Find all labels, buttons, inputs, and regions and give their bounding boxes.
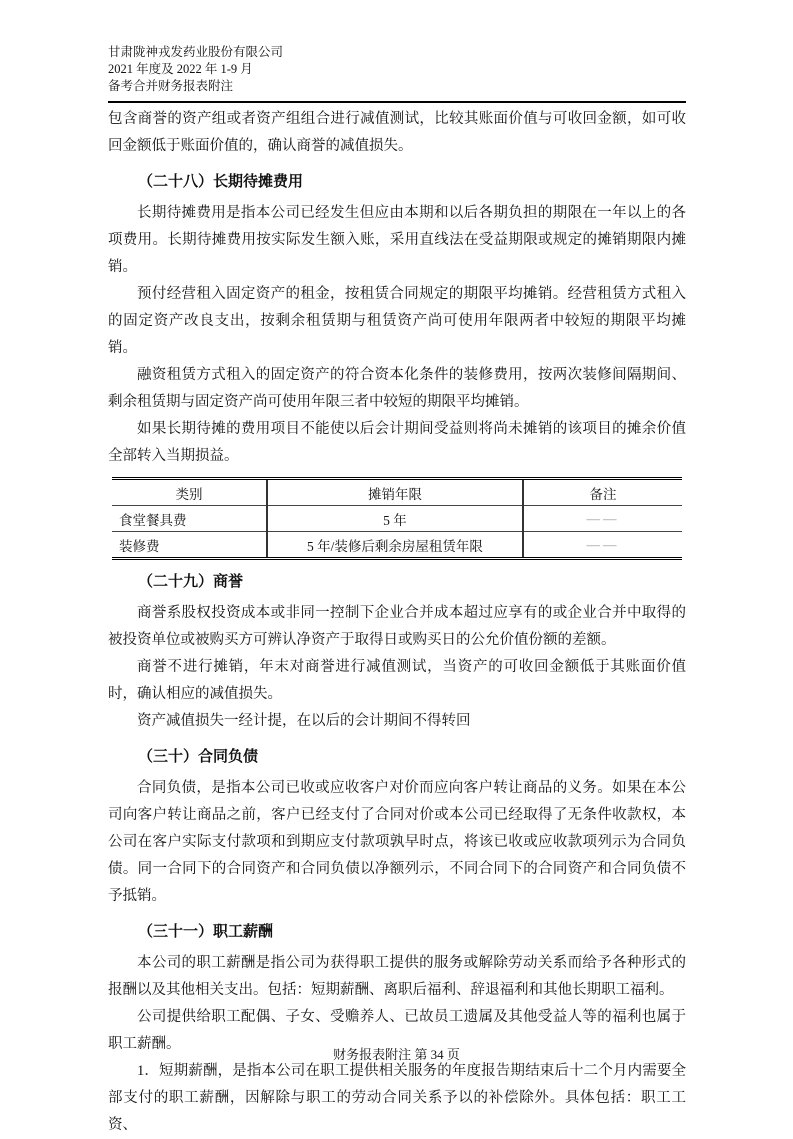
table-cell-period: 5 年 xyxy=(267,506,523,532)
section-heading-29: （二十九）商誉 xyxy=(138,574,244,590)
table-header-note: 备注 xyxy=(523,479,682,506)
table-cell-category: 装修费 xyxy=(119,538,160,554)
table-row xyxy=(112,506,682,532)
paragraph: 公司提供给职工配偶、子女、受赡养人、已故员工遗属及其他受益人等的福利也属于职工薪酬。 xyxy=(108,1009,686,1052)
amortization-table xyxy=(112,477,682,560)
paragraph: 融资租赁方式租入的固定资产的符合资本化条件的装修费用，按两次装修间隔期间、剩余租赁期与固定资产尚可使用年限三者中较短的期限平均摊销。 xyxy=(108,367,686,410)
company-name: 甘肃陇神戎发药业股份有限公司 xyxy=(108,45,284,59)
table-cell-category: 食堂餐具费 xyxy=(112,506,267,532)
paragraph-goodwill-continuation: 包含商誉的资产组或者资产组组合进行减值测试，比较其账面价值与可收回金额，如可收回金额低于账面价值的，确认商誉的减值损失。 xyxy=(108,111,686,154)
table-header-row xyxy=(112,479,682,506)
page-header xyxy=(108,44,686,103)
page-footer: 财务报表附注 第 34 页 xyxy=(333,1047,460,1062)
section-heading-31: （三十一）职工薪酬 xyxy=(138,924,274,940)
document-title: 备考合并财务报表附注 xyxy=(108,79,234,93)
paragraph: 预付经营租入固定资产的租金，按租赁合同规定的期限平均摊销。经营租赁方式租入的固定资产改良支出，按剩余租赁期与租赁资产尚可使用年限两者中较短的期限平均摊销。 xyxy=(108,286,686,356)
table-cell-note: —— xyxy=(523,506,682,532)
paragraph: 如果长期待摊的费用项目不能使以后会计期间受益则将尚未摊销的该项目的摊余价值全部转入当期损益。 xyxy=(108,421,686,464)
paragraph: 本公司的职工薪酬是指公司为获得职工提供的服务或解除劳动关系而给予各种形式的报酬以及其他相关支出。包括：短期薪酬、离职后福利、辞退福利和其他长期职工福利。 xyxy=(108,955,686,998)
paragraph: 资产减值损失一经计提，在以后的会计期间不得转回 xyxy=(137,713,471,729)
table-cell-note: —— xyxy=(523,532,682,559)
paragraph: 合同负债，是指本公司已收或应收客户对价而应向客户转让商品的义务。如果在本公司向客户转让商品之前，客户已经支付了合同对价或本公司已经取得了无条件收款权，本公司在客户实际支付款项和到期应支付款项孰早时点，将该已收或应收款项列示为合同负债。同一合同下的合同资产和合同负债以净额列示，不同合同下的合同资产和合同负债不予抵销。 xyxy=(108,780,686,904)
table-header-amortization-period: 摊销年限 xyxy=(267,479,523,506)
section-heading-30: （三十）合同负债 xyxy=(138,749,259,765)
report-period: 2021 年度及 2022 年 1-9 月 xyxy=(108,62,253,76)
paragraph: 长期待摊费用是指本公司已经发生但应由本期和以后各期负担的期限在一年以上的各项费用。长期待摊费用按实际发生额入账，采用直线法在受益期限或规定的摊销期限内摊销。 xyxy=(108,205,686,275)
document-body xyxy=(108,106,686,1139)
section-heading-28: （二十八）长期待摊费用 xyxy=(138,174,304,190)
table-row xyxy=(112,532,682,559)
paragraph: 1．短期薪酬，是指本公司在职工提供相关服务的年度报告期结束后十二个月内需要全部支付的职工薪酬，因解除与职工的劳动合同关系予以的补偿除外。具体包括：职工工资、 xyxy=(108,1063,686,1133)
paragraph: 商誉系股权投资成本或非同一控制下企业合并成本超过应享有的或企业合并中取得的被投资单位或被购买方可辨认净资产于取得日或购买日的公允价值份额的差额。 xyxy=(108,605,686,648)
table-cell-period: 5 年/装修后剩余房屋租赁年限 xyxy=(267,532,523,559)
paragraph: 商誉不进行摊销，年末对商誉进行减值测试，当资产的可收回金额低于其账面价值时，确认相应的减值损失。 xyxy=(108,659,686,702)
table-header-category: 类别 xyxy=(112,479,267,506)
